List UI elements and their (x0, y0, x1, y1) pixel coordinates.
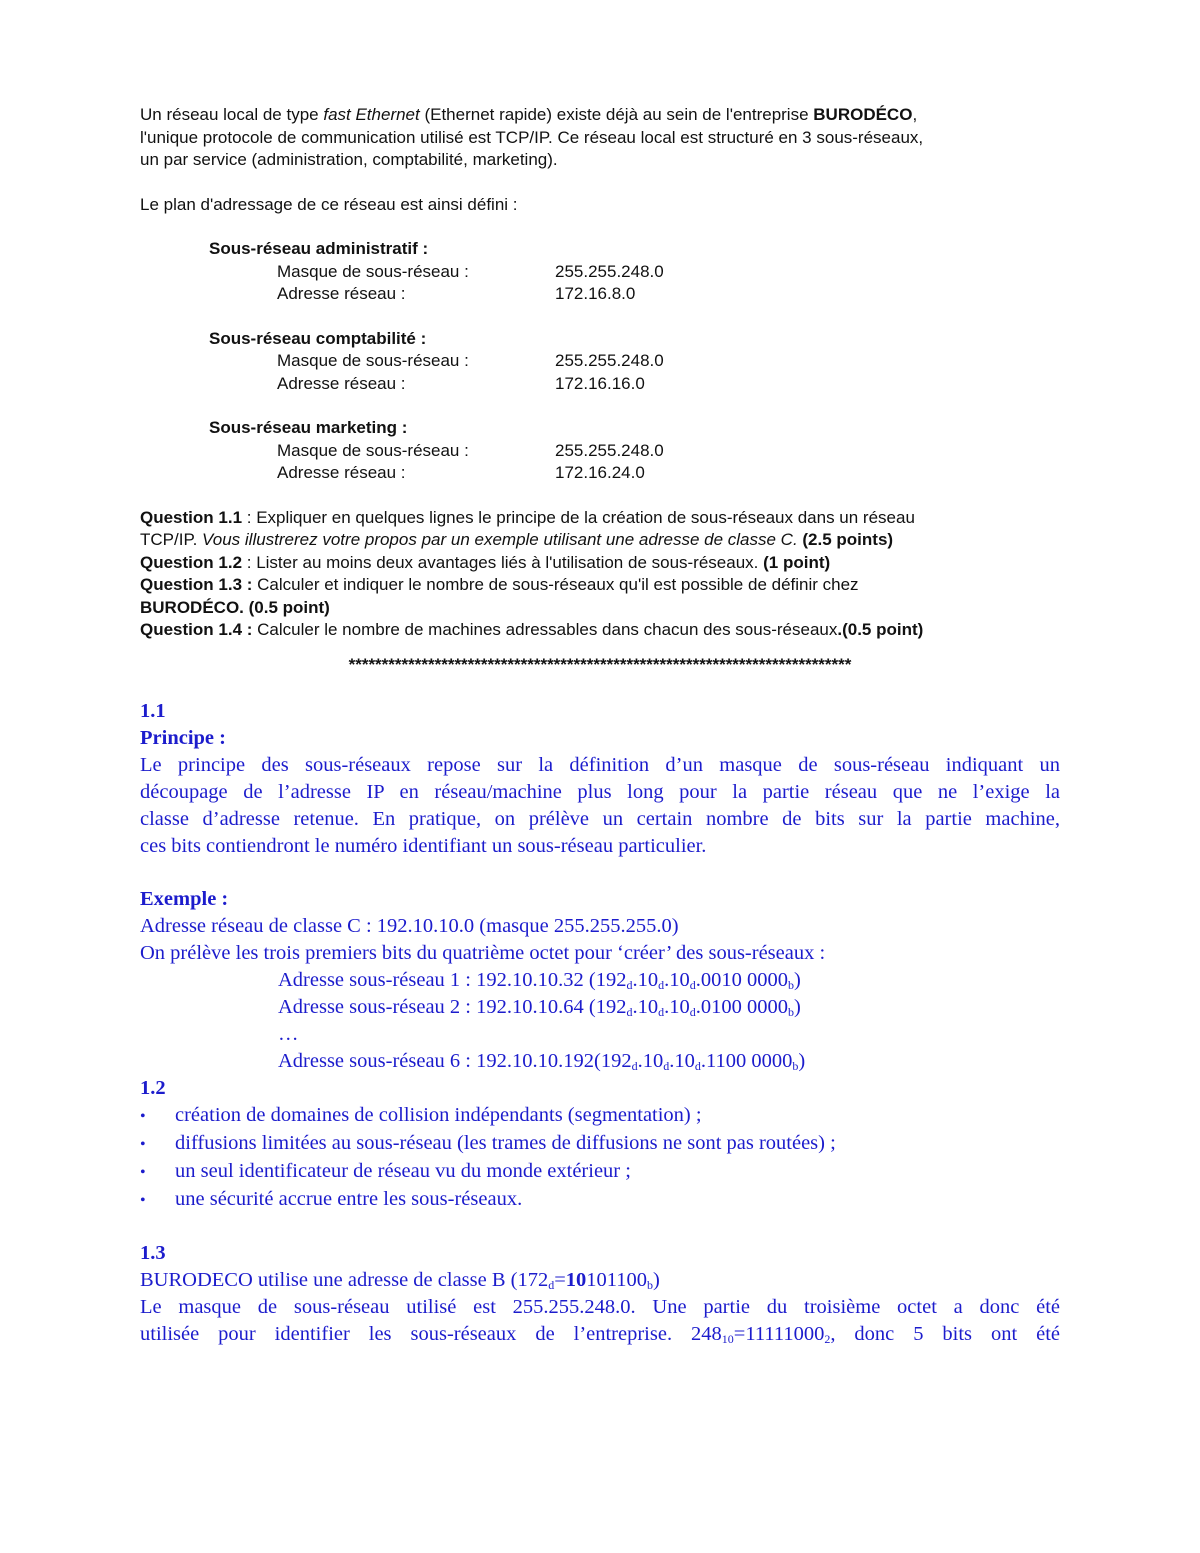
list-item: • création de domaines de collision indépendants (segmentation) ; (140, 1102, 1060, 1130)
subnet-addr-row: Adresse réseau : 172.16.8.0 (277, 284, 636, 303)
question-1-3: Question 1.3 : Calculer et indiquer le nombre de sous-réseaux qu'il est possible de définir chez (140, 575, 859, 594)
bullet-icon: • (140, 1108, 146, 1125)
answer-1-3-heading: 1.3 (140, 1242, 166, 1264)
subnet-addr-row: Adresse réseau : 172.16.16.0 (277, 373, 645, 393)
list-item: • une sécurité accrue entre les sous-réseaux. (140, 1186, 1060, 1214)
list-item: • un seul identificateur de réseau vu du monde extérieur ; (140, 1158, 1060, 1186)
subnet-mask-row: Masque de sous-réseau : 255.255.248.0 (277, 261, 664, 281)
questions: Question 1.1 : Expliquer en quelques lignes le principe de la création de sous-réseaux dans un réseau TCP/IP. Vous illustrerez votre propos par un exemple utilisant une adresse de classe C. (2.5 points) Question 1.2 : Lister au moins deux avantages liés à l'utilisation de sous-réseaux. (1 point) Question 1.3 : Calculer et indiquer le nombre de sous-réseaux qu'il est possible de définir chez BURODÉCO. (0.5 point) Question 1.4 : Calculer le nombre de machines adressables dans chacun des sous-réseaux.(0.5 point) (140, 507, 1060, 642)
answer-1-3-line: utilisée pour identifier les sous-réseaux de l’entreprise. $248_{10}=11111000_2$, donc 5 bits ont été (140, 1323, 1061, 1346)
list-item: • diffusions limitées au sous-réseau (les trames de diffusions ne sont pas routées) ; (140, 1130, 1060, 1158)
principe-line: découpage de l’adresse IP en réseau/machine plus long pour la partie réseau que ne l’exige la (140, 781, 1060, 803)
exemple-subnet-row: Adresse sous-réseau 6 : $192.10.10.192(192_d.10_d.10_d.1100$ $0000_b$) (278, 1050, 806, 1073)
exemple-subnet-row: Adresse sous-réseau 2 : 192.10.10.64 ($192_d.10_d.10_d.0100$ $0000_b$) (278, 996, 801, 1019)
subnet-title: Sous-réseau administratif : (209, 239, 429, 258)
subnet-marketing (140, 417, 1060, 485)
document-page (140, 104, 1060, 1348)
subnet-title: Sous-réseau marketing : (209, 418, 408, 437)
question-1-2: Question 1.2 : Lister au moins deux avantages liés à l'utilisation de sous-réseaux. (1 point) (140, 552, 831, 572)
bullet-icon: • (140, 1136, 146, 1153)
bullet-icon: • (140, 1192, 146, 1209)
separator-line: **************************************************************************** (348, 654, 852, 674)
intro-line-2: l'unique protocole de communication utilisé est TCP/IP. Ce réseau local est structuré en 3 sous-réseaux, (140, 127, 924, 147)
intro-line-3: un par service (administration, comptabilité, marketing). (140, 150, 558, 169)
exemple-line: On prélève les trois premiers bits du quatrième octet pour ‘créer’ des sous-réseaux : (140, 942, 826, 964)
exemple-ellipsis: … (278, 1023, 299, 1045)
subnet-addr-row: Adresse réseau : 172.16.24.0 (277, 463, 645, 482)
answer-1-2-heading: 1.2 (140, 1077, 166, 1099)
question-1-4: Question 1.4 : Calculer le nombre de machines adressables dans chacun des sous-réseaux.(0.5 point) (140, 620, 924, 639)
answers (140, 698, 1060, 1348)
advantages-list (140, 1102, 1060, 1214)
exemple-line: Adresse réseau de classe C : 192.10.10.0 (masque 255.255.255.0) (140, 915, 679, 937)
subnet-mask-row: Masque de sous-réseau : 255.255.248.0 (277, 351, 664, 370)
intro-line-1: Un réseau local de type fast Ethernet (Ethernet rapide) existe déjà au sein de l'entreprise BURODÉCO, (140, 105, 918, 124)
plan-intro: Le plan d'adressage de ce réseau est ainsi défini : (140, 194, 518, 214)
subnet-admin (140, 238, 1060, 306)
exemple-subnet-row: Adresse sous-réseau 1 : 192.10.10.32 ($192_d.10_d.10_d.0010$ $0000_b$) (278, 969, 801, 992)
bullet-icon: • (140, 1164, 146, 1181)
subnet-compta (140, 328, 1060, 396)
question-1-1: Question 1.1 : Expliquer en quelques lignes le principe de la création de sous-réseaux dans un réseau (140, 507, 915, 527)
answer-1-3-line: Le masque de sous-réseau utilisé est 255.255.248.0. Une partie du troisième octet a donc été (140, 1296, 1060, 1318)
exemple-title: Exemple : (140, 888, 229, 910)
answer-1-3-line: BURODECO utilise une adresse de classe B $(172_d=10101100_b)$ (140, 1269, 660, 1292)
principe-line: classe d’adresse retenue. En pratique, on prélève un certain nombre de bits sur la partie machine, (140, 808, 1060, 830)
company-name: BURODÉCO (813, 105, 913, 124)
answer-1-1-heading: 1.1 (140, 700, 166, 722)
principe-line: ces bits contiendront le numéro identifiant un sous-réseau particulier. (140, 835, 707, 857)
principe-title: Principe : (140, 727, 226, 749)
principe-line: Le principe des sous-réseaux repose sur la définition d’un masque de sous-réseau indiquant un (140, 754, 1060, 776)
subnet-title: Sous-réseau comptabilité : (209, 328, 427, 348)
subnet-mask-row: Masque de sous-réseau : 255.255.248.0 (277, 440, 664, 460)
